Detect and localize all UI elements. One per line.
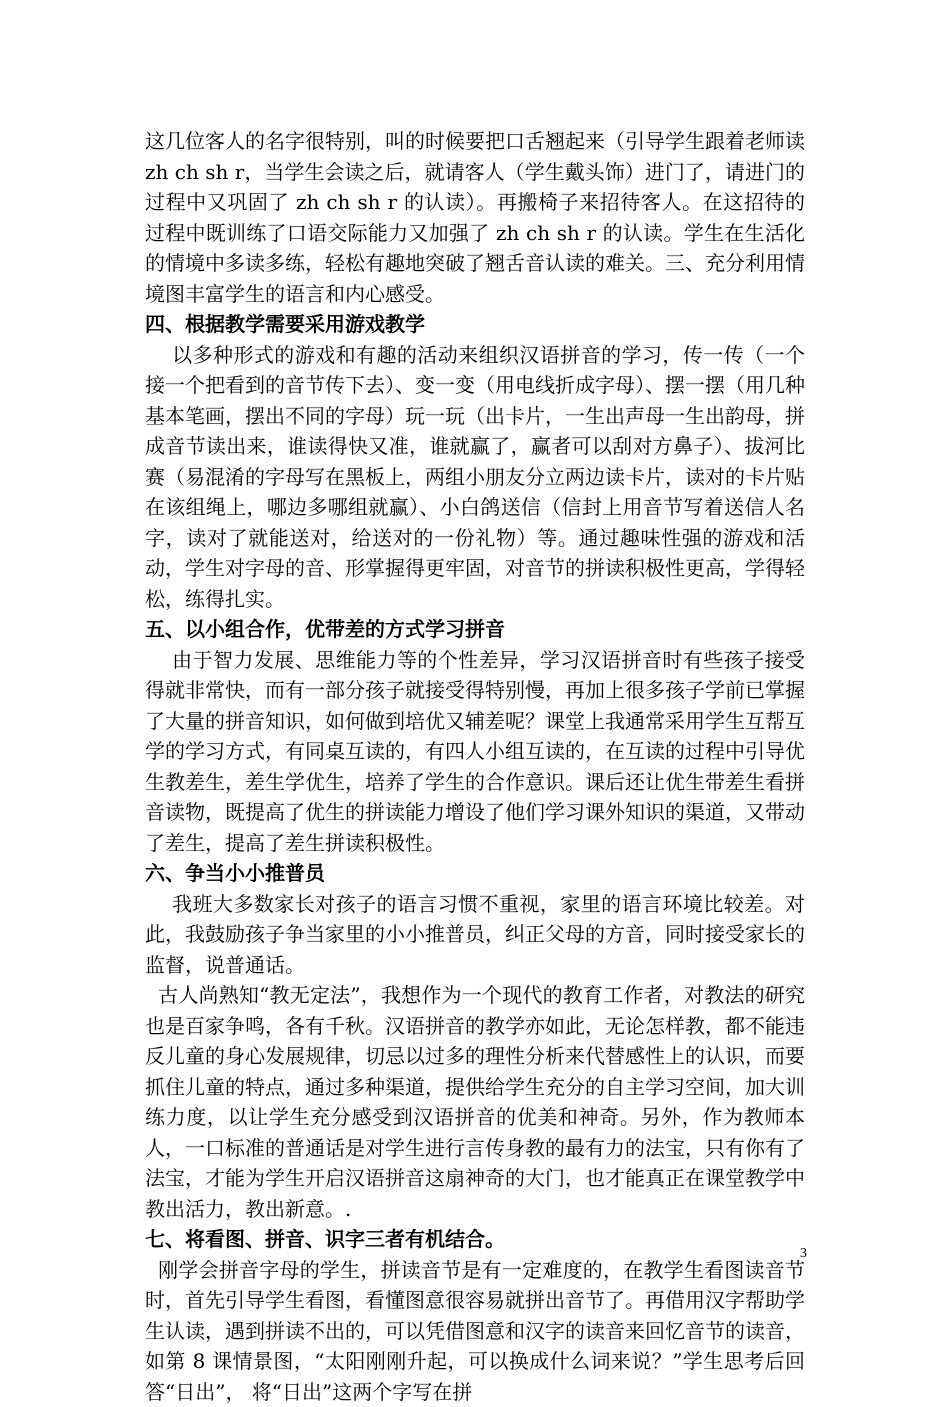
paragraph-combination: 刚学会拼音字母的学生，拼读音节是有一定难度的，在教学生看图读音节时，首先引导学生看图，看懂图意很容易就拼出音节了。再借用汉字帮助学生认读，遇到拼读不出的，可以凭借图意和汉字的读音来回忆音节的读音，如第 8 课情景图，“太阳刚刚升起，可以换成什么词来说？”学生思考后回答“日出”， 将“日出”这两个字写在拼 (145, 1255, 805, 1407)
paragraph-promoter: 我班大多数家长对孩子的语言习惯不重视，家里的语言环境比较差。对此，我鼓励孩子争当家里的小小推普员，纠正父母的方音，同时接受家长的监督，说普通话。 (145, 889, 805, 981)
paragraph-teaching-method: 古人尚熟知“教无定法”，我想作为一个现代的教育工作者，对教法的研究也是百家争鸣，各有千秋。汉语拼音的教学亦如此，无论怎样教，都不能违反儿童的身心发展规律，切忌以过多的理性分析来代替感性上的认识，而要抓住儿童的特点，通过多种渠道，提供给学生充分的自主学习空间，加大训练力度，以让学生充分感受到汉语拼音的优美和神奇。另外，作为教师本人，一口标准的普通话是对学生进行言传身教的最有力的法宝，只有你有了法宝，才能为学生开启汉语拼音这扇神奇的大门，也才能真正在课堂教学中教出活力，教出新意。. (145, 980, 805, 1224)
section-heading-7: 七、将看图、拼音、识字三者有机结合。 (145, 1224, 805, 1255)
paragraph-continuation: 这几位客人的名字很特别，叫的时候要把口舌翘起来（引导学生跟着老师读 zh ch sh r，当学生会读之后，就请客人（学生戴头饰）进门了，请进门的过程中又巩固了 zh ch sh r 的认读）。再搬椅子来招待客人。在这招待的过程中既训练了口语交际能力又加强了 zh ch sh r 的认读。学生在生活化的情境中多读多练，轻松有趣地突破了翘舌音认读的难关。三、充分利用情境图丰富学生的语言和内心感受。 (145, 126, 805, 309)
section-heading-5: 五、以小组合作，优带差的方式学习拼音 (145, 614, 805, 645)
document-body (145, 126, 805, 1407)
paragraph-group-cooperation: 由于智力发展、思维能力等的个性差异，学习汉语拼音时有些孩子接受得就非常快，而有一部分孩子就接受得特别慢，再加上很多孩子学前已掌握了大量的拼音知识，如何做到培优又辅差呢？课堂上我通常采用学生互帮互学的学习方式，有同桌互读的，有四人小组互读的，在互读的过程中引导优生教差生，差生学优生，培养了学生的合作意识。课后还让优生带差生看拼音读物，既提高了优生的拼读能力增设了他们学习课外知识的渠道，又带动了差生，提高了差生拼读积极性。 (145, 645, 805, 859)
page-number: 3 (800, 1246, 807, 1262)
paragraph-games: 以多种形式的游戏和有趣的活动来组织汉语拼音的学习，传一传（一个接一个把看到的音节传下去）、变一变（用电线折成字母）、摆一摆（用几种基本笔画，摆出不同的字母）玩一玩（出卡片，一生出声母一生出韵母，拼成音节读出来，谁读得快又准，谁就赢了，赢者可以刮对方鼻子）、拔河比赛（易混淆的字母写在黑板上，两组小朋友分立两边读卡片，读对的卡片贴在该组绳上，哪边多哪组就赢）、小白鸽送信（信封上用音节写着送信人名字，读对了就能送对，给送对的一份礼物）等。通过趣味性强的游戏和活动，学生对字母的音、形掌握得更牢固，对音节的拼读积极性更高，学得轻松，练得扎实。 (145, 340, 805, 615)
section-heading-4: 四、根据教学需要采用游戏教学 (145, 309, 805, 340)
section-heading-6: 六、争当小小推普员 (145, 858, 805, 889)
